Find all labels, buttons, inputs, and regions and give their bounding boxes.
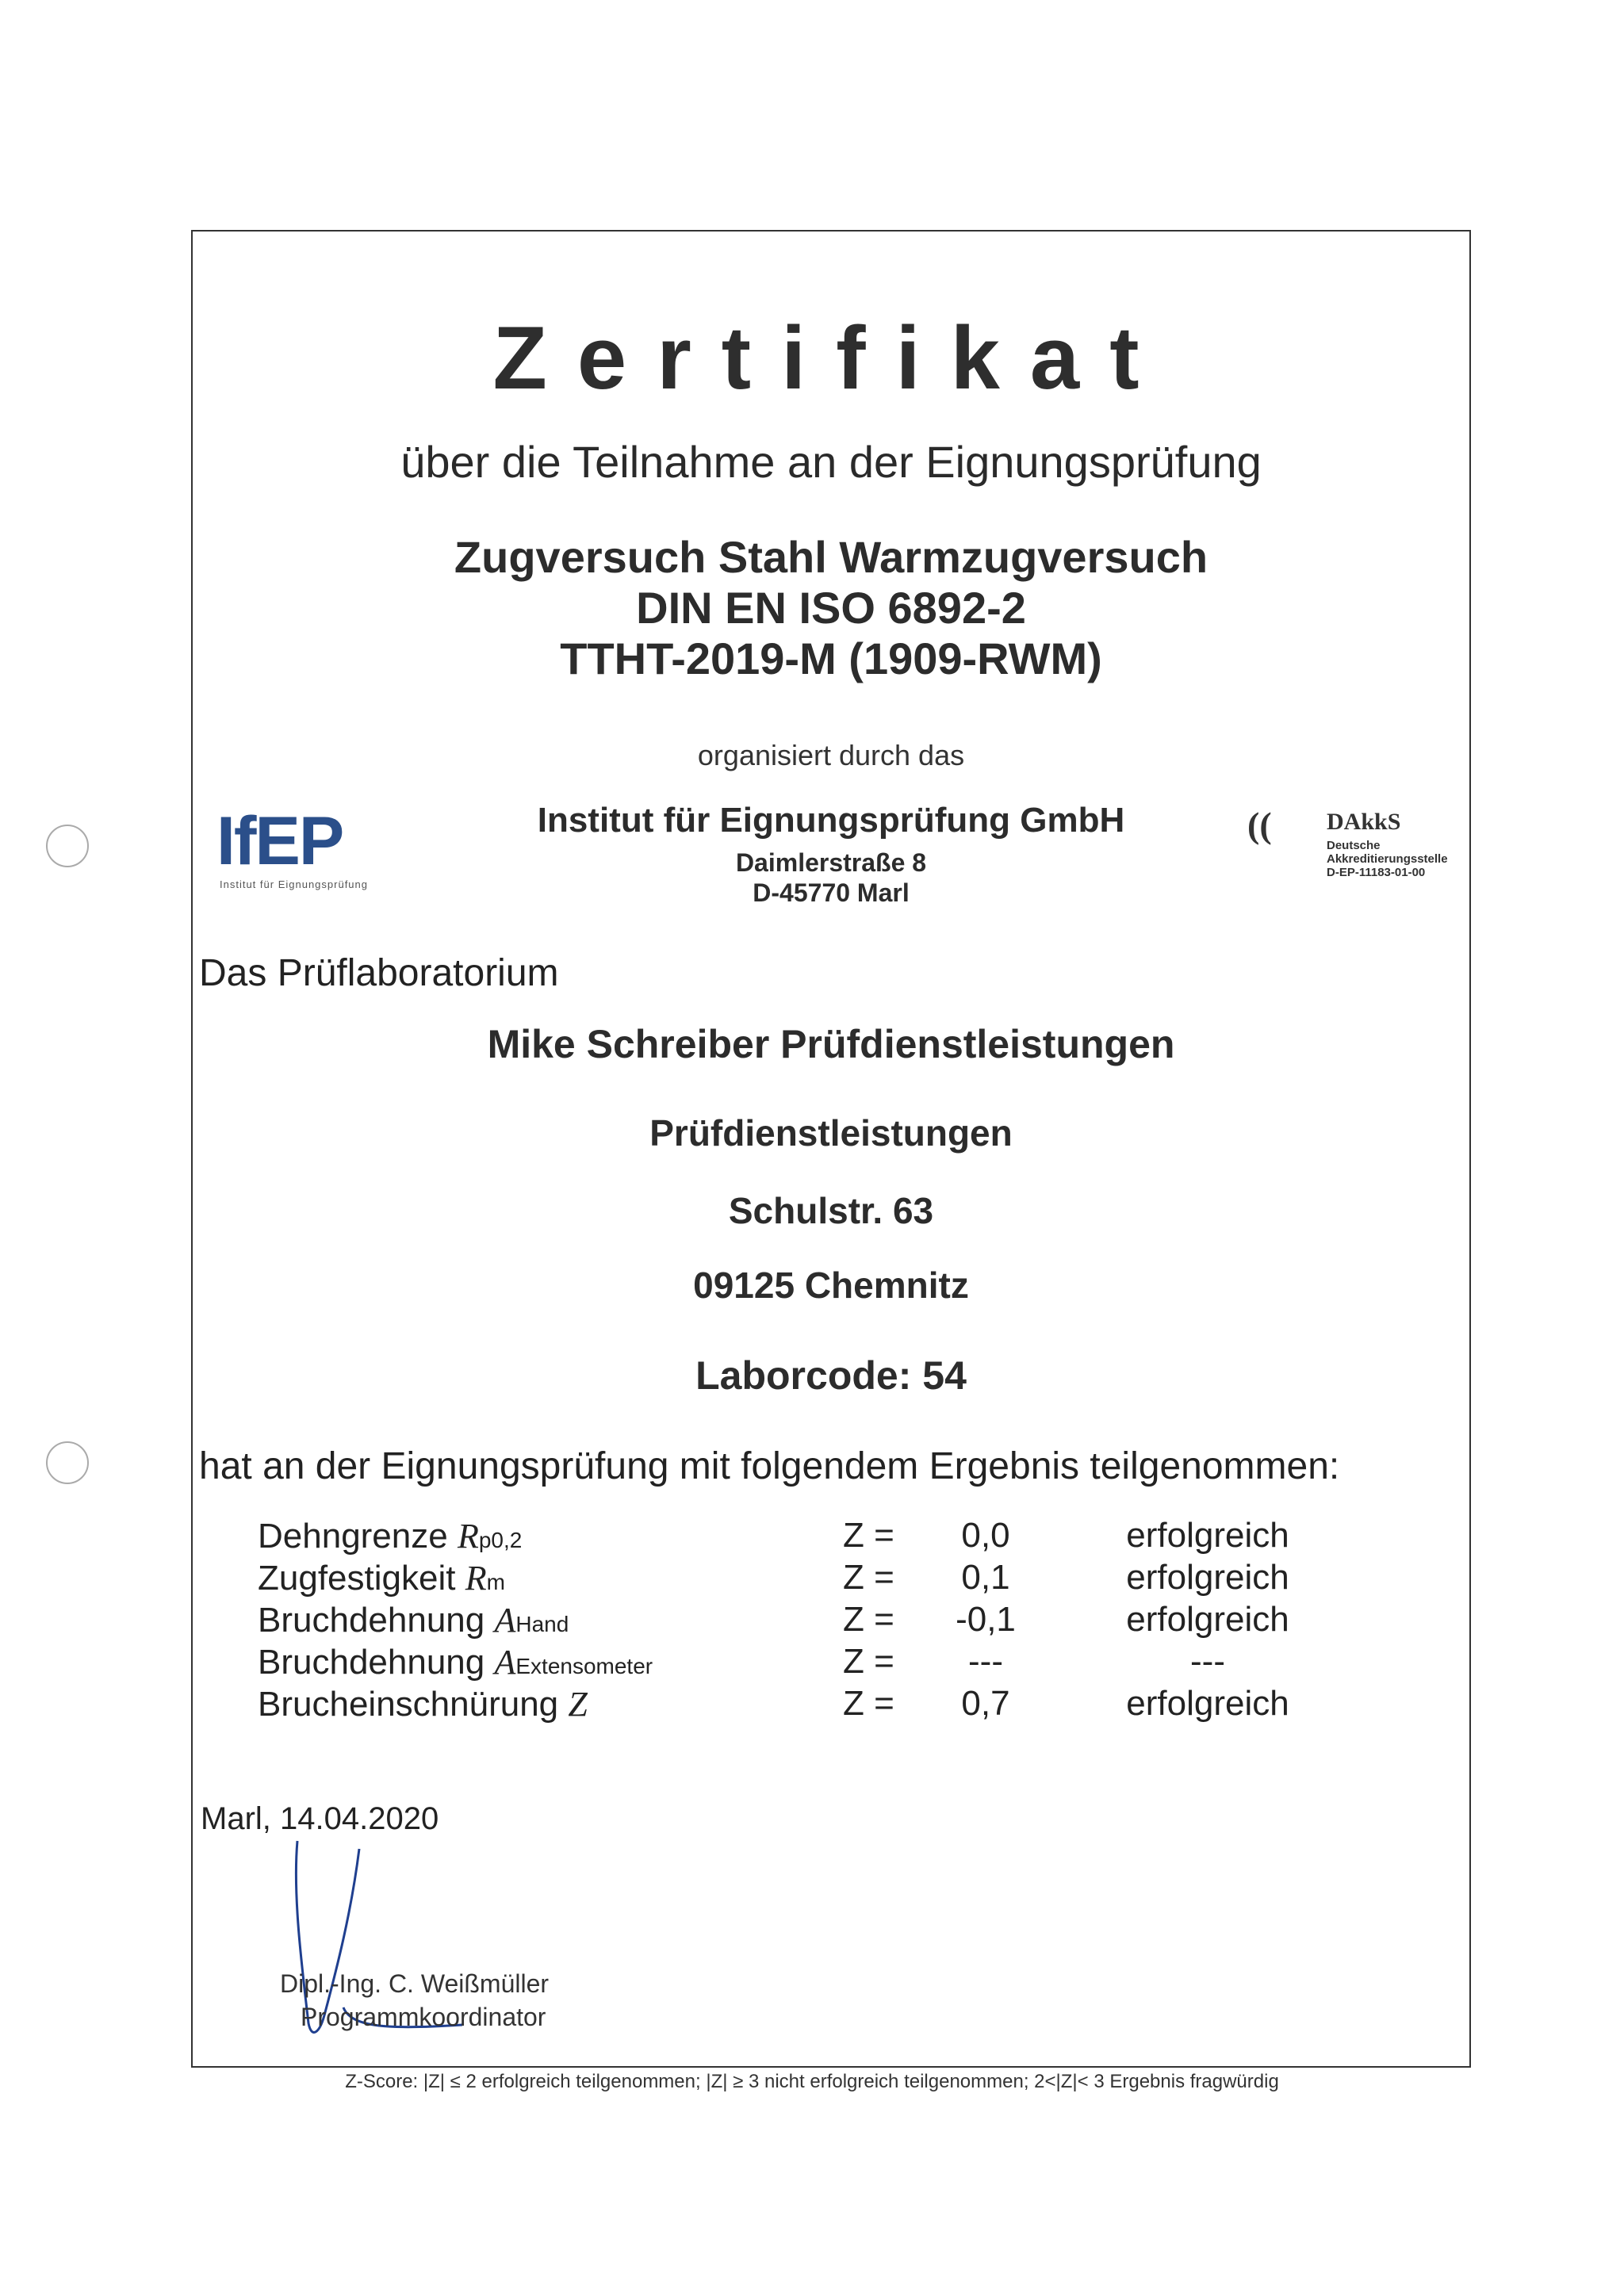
lab-street: Schulstr. 63	[728, 1190, 934, 1231]
result-label-text: Bruchdehnung	[258, 1643, 495, 1682]
result-row-label	[258, 1516, 522, 1556]
result-symbol: A	[494, 1643, 516, 1682]
test-code: TTHT-2019-M (1909-RWM)	[560, 633, 1102, 683]
punch-hole-bottom	[46, 1441, 89, 1484]
certificate-frame	[191, 230, 1471, 2068]
test-standard: DIN EN ISO 6892-2	[636, 583, 1026, 633]
result-z-label: Z =	[843, 1642, 894, 1681]
result-row-label	[258, 1558, 505, 1598]
ifep-logo-subtext: Institut für Eignungsprüfung	[220, 878, 368, 890]
result-symbol: Z	[568, 1685, 588, 1724]
z-score-footnote: Z-Score: |Z| ≤ 2 erfolgreich teilgenommen; |Z| ≥ 3 nicht erfolgreich teilgenommen; 2<|Z|< 3 Ergebnis fragwürdig	[345, 2071, 1279, 2092]
signatory-name: Dipl.-Ing. C. Weißmüller	[280, 1969, 550, 1998]
certificate-subtitle: über die Teilnahme an der Eignungsprüfung	[400, 437, 1262, 487]
result-z-label: Z =	[843, 1558, 894, 1597]
result-row-label	[258, 1642, 653, 1682]
result-z-value: 0,0	[961, 1516, 1010, 1555]
lab-name: Mike Schreiber Prüfdienstleistungen	[487, 1022, 1175, 1066]
dakks-name: DAkkS	[1327, 809, 1401, 835]
punch-hole-top	[46, 825, 89, 867]
lab-subname: Prüfdienstleistungen	[649, 1112, 1013, 1154]
result-label-text: Zugfestigkeit	[258, 1559, 465, 1598]
dakks-line3: D-EP-11183-01-00	[1327, 866, 1426, 879]
result-label-text: Dehngrenze	[258, 1517, 458, 1556]
result-z-label: Z =	[843, 1516, 894, 1555]
lab-code: Laborcode: 54	[695, 1353, 967, 1398]
result-subscript: Hand	[515, 1612, 569, 1636]
dakks-mark-icon: ((	[1247, 805, 1272, 845]
certificate-title: Zertifikat	[492, 308, 1170, 408]
result-label-text: Bruchdehnung	[258, 1601, 495, 1640]
place-date: Marl, 14.04.2020	[201, 1801, 439, 1836]
result-symbol: R	[465, 1559, 487, 1598]
result-status: erfolgreich	[1126, 1600, 1289, 1639]
result-label-text: Brucheinschnürung	[258, 1685, 569, 1724]
result-z-value: 0,1	[961, 1558, 1010, 1597]
result-row-label	[258, 1600, 569, 1640]
result-z-value: ---	[968, 1642, 1003, 1681]
dakks-line2: Akkreditierungsstelle	[1327, 852, 1448, 866]
lab-intro: Das Prüflaboratorium	[199, 952, 559, 994]
result-subscript: m	[486, 1570, 505, 1594]
organizer-city: D-45770 Marl	[753, 878, 910, 907]
result-status: erfolgreich	[1126, 1684, 1289, 1723]
result-symbol: R	[457, 1517, 479, 1556]
ifep-logo-letters: IfEP	[216, 803, 343, 879]
lab-city: 09125 Chemnitz	[693, 1265, 969, 1306]
result-z-label: Z =	[843, 1684, 894, 1723]
result-z-value: -0,1	[956, 1600, 1016, 1639]
organizer-name: Institut für Eignungsprüfung GmbH	[537, 801, 1125, 840]
result-intro: hat an der Eignungsprüfung mit folgendem Ergebnis teilgenommen:	[199, 1445, 1340, 1487]
organizer-street: Daimlerstraße 8	[735, 848, 927, 877]
result-z-value: 0,7	[961, 1684, 1010, 1723]
result-subscript: p0,2	[478, 1528, 523, 1552]
result-z-label: Z =	[843, 1600, 894, 1639]
signatory-role: Programmkoordinator	[301, 2003, 546, 2031]
dakks-logo	[1247, 794, 1454, 882]
organized-by-text: organisiert durch das	[697, 739, 965, 771]
result-subscript: Extensometer	[515, 1654, 653, 1678]
dakks-line1: Deutsche	[1327, 839, 1381, 852]
result-row-label	[258, 1684, 588, 1724]
test-name: Zugversuch Stahl Warmzugversuch	[454, 532, 1208, 582]
result-status: ---	[1190, 1642, 1225, 1681]
result-symbol: A	[494, 1601, 516, 1640]
result-status: erfolgreich	[1126, 1516, 1289, 1555]
result-status: erfolgreich	[1126, 1558, 1289, 1597]
